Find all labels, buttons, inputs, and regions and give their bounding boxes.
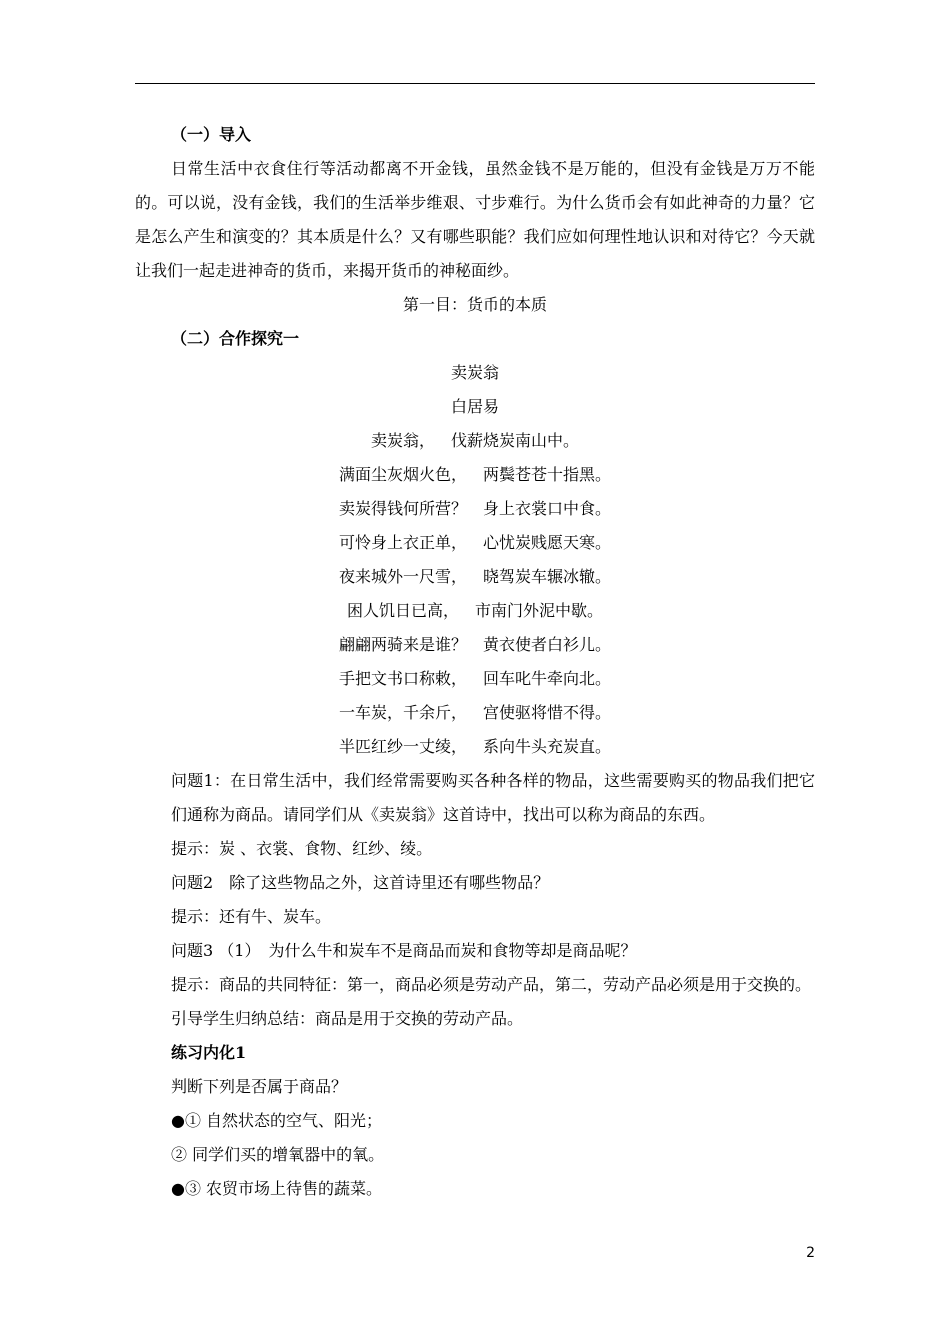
poem-line (135, 696, 815, 730)
hint-3: 提示：商品的共同特征：第一，商品必须是劳动产品，第二，劳动产品必须是用于交换的。 (171, 975, 812, 994)
intro-paragraph: 日常生活中衣食住行等活动都离不开金钱，虽然金钱不是万能的，但没有金钱是万万不能的。可以说，没有金钱，我们的生活举步维艰、寸步难行。为什么货币会有如此神奇的力量？它是怎么产生和演变的？其本质是什么？又有哪些职能？我们应如何理性地认识和对待它？今天就让我们一起走进神奇的货币，来揭开货币的神秘面纱。 (135, 159, 815, 280)
exercise-item-2: ② 同学们买的增氧器中的氧。 (171, 1145, 385, 1164)
exercise-heading: 练习内化1 (171, 1043, 247, 1062)
question-1: 问题1：在日常生活中，我们经常需要购买各种各样的物品，这些需要购买的物品我们把它们通称为商品。请同学们从《卖炭翁》这首诗中，找出可以称为商品的东西。 (171, 771, 815, 824)
poem-line (135, 458, 815, 492)
coop-heading: （二）合作探究一 (171, 329, 300, 348)
exercise-question: 判断下列是否属于商品？ (171, 1077, 348, 1096)
poem-line-first-half: 一车炭，千余斤， (338, 703, 467, 722)
intro-heading: （一）导入 (171, 125, 252, 144)
poem-line-second-half: 回车叱牛牵向北。 (483, 669, 612, 688)
document-body (135, 118, 815, 1206)
poem-author: 白居易 (450, 397, 499, 416)
poem-line-second-half: 晓驾炭车辗冰辙。 (483, 567, 612, 586)
poem-line-second-half: 身上衣裳口中食。 (483, 499, 612, 518)
page-number: 2 (806, 1245, 815, 1261)
poem-title: 卖炭翁 (450, 363, 499, 382)
poem-line-first-half: 可怜身上衣正单， (338, 533, 467, 552)
poem-line (135, 424, 815, 458)
poem-line-second-half: 宫使驱将惜不得。 (483, 703, 612, 722)
poem-line-first-half: 满面尘灰烟火色， (338, 465, 467, 484)
poem-line-first-half: 卖炭得钱何所营？ (338, 499, 467, 518)
exercise-item-1: ●① 自然状态的空气、阳光； (171, 1111, 383, 1130)
poem-lines (135, 424, 815, 764)
poem-line (135, 730, 815, 764)
poem-line-second-half: 系向牛头充炭直。 (483, 737, 612, 756)
poem-line (135, 628, 815, 662)
summary: 引导学生归纳总结：商品是用于交换的劳动产品。 (171, 1009, 524, 1028)
header-rule (135, 83, 815, 84)
exercise-item-3: ●③ 农贸市场上待售的蔬菜。 (171, 1179, 383, 1198)
poem-line (135, 594, 815, 628)
poem-line-first-half: 手把文书口称敕， (338, 669, 467, 688)
poem-line-second-half: 伐薪烧炭南山中。 (451, 431, 580, 450)
hint-2: 提示：还有牛、炭车。 (171, 907, 332, 926)
poem-line-second-half: 两鬓苍苍十指黑。 (483, 465, 612, 484)
poem-line-first-half: 卖炭翁， (370, 431, 435, 450)
question-3: 问题3 （1） 为什么牛和炭车不是商品而炭和食物等却是商品呢？ (171, 941, 637, 960)
hint-1: 提示：炭 、衣裳、食物、红纱、绫。 (171, 839, 433, 858)
poem (135, 356, 815, 764)
poem-line-second-half: 市南门外泥中歇。 (475, 601, 604, 620)
poem-line-first-half: 夜来城外一尺雪， (338, 567, 467, 586)
poem-line-first-half: 半匹红纱一丈绫， (338, 737, 467, 756)
poem-line (135, 526, 815, 560)
poem-line-second-half: 心忧炭贱愿天寒。 (483, 533, 612, 552)
poem-line (135, 662, 815, 696)
poem-line-second-half: 黄衣使者白衫儿。 (483, 635, 612, 654)
poem-line-first-half: 翩翩两骑来是谁？ (338, 635, 467, 654)
question-2: 问题2 除了这些物品之外，这首诗里还有哪些物品？ (171, 873, 550, 892)
poem-line (135, 560, 815, 594)
poem-line-first-half: 困人饥日已高， (346, 601, 459, 620)
section-subtitle: 第一目：货币的本质 (402, 295, 547, 314)
poem-line (135, 492, 815, 526)
